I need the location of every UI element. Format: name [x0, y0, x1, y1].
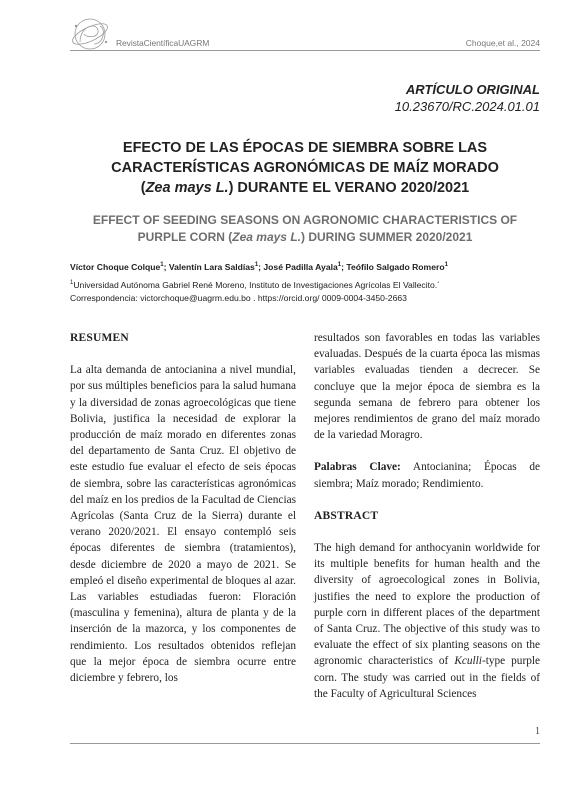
header-citation: Choque,et al., 2024: [465, 38, 540, 48]
title-es-line1: EFECTO DE LAS ÉPOCAS DE SIEMBRA SOBRE LAS: [122, 140, 488, 156]
article-doi[interactable]: 10.23670/RC.2024.01.01: [394, 99, 540, 114]
title-english: [70, 212, 540, 246]
footer-divider: [70, 743, 540, 744]
author-name: Valentín Lara Saldías: [168, 262, 255, 272]
keywords: Palabras Clave: Antocianina; Épocas de siembra; Maíz morado; Rendimiento.: [314, 461, 541, 490]
abstract-heading: ABSTRACT: [314, 509, 379, 522]
header-divider: [70, 50, 540, 51]
title-es-line2: CARACTERÍSTICAS AGRONÓMICAS DE MAÍZ MORADO: [111, 160, 499, 176]
author-list: Víctor Choque Colque$^1$; Valentín Lara Saldías$^1$; José Padilla Ayala$^1$; Teófilo Salgado Romero$^1$: [70, 262, 448, 272]
title-spanish: [70, 138, 540, 198]
journal-name: RevistaCientíficaUAGRM: [116, 38, 210, 48]
abstract-body: The high demand for anthocyanin worldwide for its multiple benefits for human health and the diversity of agroecological zones in Bolivia, justifies the need to explore the production of purple corn in different places of the department of Santa Cruz. The objective of this study was to evaluate the effect of six planting seasons on the agronomic characteristics of Kculli-type purple corn. The study was carried out in the fields of the Faculty of Agricultural Sciences: [314, 542, 541, 700]
title-es-line3: (Zea mays L.) DURANTE EL VERANO 2020/2021: [140, 180, 470, 196]
title-en-line1: EFFECT OF SEEDING SEASONS ON AGRONOMIC CHARACTERISTICS OF: [92, 213, 518, 227]
author-name: José Padilla Ayala: [263, 262, 338, 272]
resumen-heading: RESUMEN: [70, 332, 129, 344]
column-right: [314, 330, 540, 702]
affiliation: $^1$Universidad Autónoma Gabriel René Moreno, Instituto de Investigaciones Agrícolas El Vallecito.´: [70, 280, 441, 290]
journal-logo-icon: [70, 14, 114, 54]
article-type: ARTÍCULO ORIGINAL: [405, 82, 540, 97]
title-en-line2: PURPLE CORN (Zea mays L.) DURING SUMMER 2020/2021: [137, 230, 473, 244]
resumen-body: La alta demanda de antocianina a nivel mundial, por sus múltiples beneficios para la salud humana y la diversidad de zonas agroecológicas que tiene Bolivia, justifica la necesidad de explorar la producción de maíz morado en diferentes zonas del departamento de Santa Cruz. El objetivo de este estudio fue evaluar el efecto de seis épocas de siembra, sobre las características agronómicas del maíz en los predios de la Facultad de Ciencias Agrícolas (Santa Cruz de la Sierra) durante el verano 2020/2021. El ensayo contempló seis épocas diferentes de siembra (tratamientos), desde diciembre de 2020 a mayo de 2021. Se empleó el diseño experimental de bloques al azar. Las variables estudiadas fueron: Floración (masculina y femenina), altura de planta y de la inserción de la mazorca, y los componentes de rendimiento. Los resultados obtenidos reflejan que la mejor época de siembra ocurre entre diciembre y febrero, los: [70, 364, 296, 685]
page-number: 1: [535, 726, 540, 737]
resumen-body-continued: resultados son favorables en todas las variables evaluadas. Después de la cuarta época las mismas variables evaluadas tienden a decrecer. Se concluye que la mejor época de siembra es la segunda semana de febrero para obtener los mejores rendimientos de grano del maíz morado de la variedad Moragro.: [314, 332, 540, 442]
column-left: [70, 330, 296, 686]
author-name: Víctor Choque Colque: [70, 262, 161, 272]
author-name: Teófilo Salgado Romero: [346, 262, 445, 272]
correspondence[interactable]: Correspondencia: victorchoque@uagrm.edu.bo . https://orcid.org/ 0009-0004-3450-2663: [70, 293, 407, 303]
page-header: [70, 14, 540, 54]
